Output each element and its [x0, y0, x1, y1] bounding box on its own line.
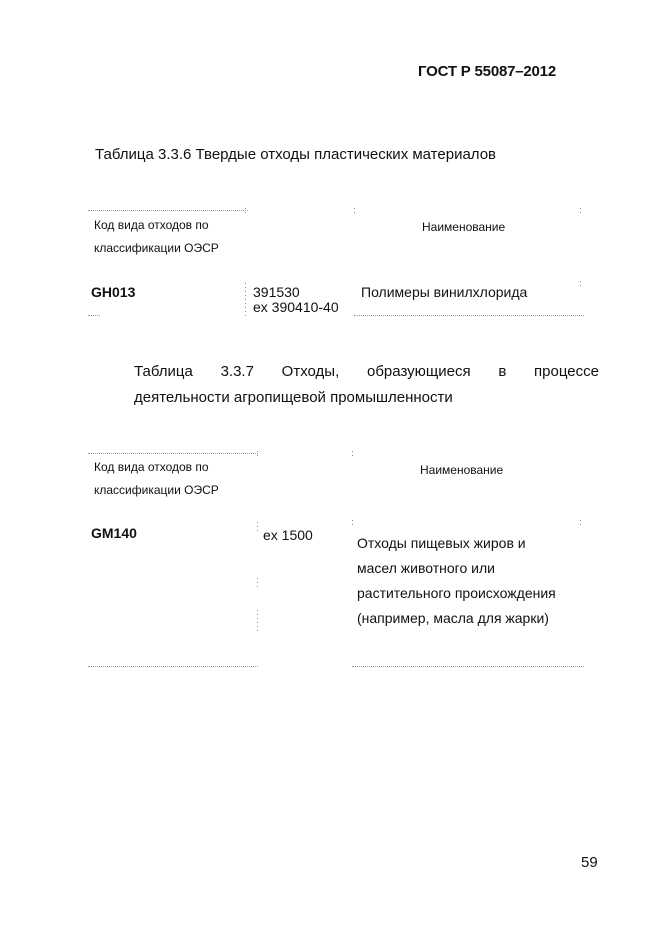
- page-number: 59: [581, 854, 598, 871]
- table-2-title-word: процессе: [534, 363, 599, 380]
- table-1-row-hs-code-1: 391530: [253, 284, 300, 300]
- table-1-col-divider-1: [245, 208, 246, 214]
- table-2-title-line-2: деятельности агропищевой промышленности: [134, 389, 453, 406]
- table-1-bottom-rule-left: [88, 315, 100, 316]
- table-2-title-word: образующиеся: [367, 363, 471, 380]
- table-1-row-hs-code-2: ex 390410-40: [253, 299, 339, 315]
- table-1-bottom-rule-right: [354, 315, 584, 316]
- table-2-row-hs-code: ex 1500: [263, 527, 313, 543]
- table-2-title-word: 3.3.7: [220, 363, 254, 380]
- table-1-header-code-line1: Код вида отходов по: [94, 218, 209, 232]
- table-2-row-name-line: растительного происхождения: [357, 585, 556, 601]
- table-2-header-name: Наименование: [420, 463, 504, 477]
- table-2-row-code: GM140: [91, 525, 137, 541]
- table-2-col-divider-1-lower: [257, 610, 258, 634]
- table-1-col-divider-2: [354, 208, 355, 214]
- table-2-col-divider-2: [352, 451, 353, 457]
- table-2-title-word: Таблица: [134, 363, 193, 380]
- table-2-col-divider-1-mid2: [257, 578, 258, 590]
- table-2-bottom-rule-left: [88, 666, 258, 667]
- table-1-row-code: GH013: [91, 284, 136, 300]
- document-standard-header: ГОСТ Р 55087–2012: [418, 63, 556, 80]
- table-2-top-rule: [88, 453, 258, 454]
- table-1-header-code-line2: классификации ОЭСР: [94, 241, 219, 255]
- table-2-row-name-line: масел животного или: [357, 560, 495, 576]
- table-2-header-code-line1: Код вида отходов по: [94, 460, 209, 474]
- table-2-title-word: Отходы,: [281, 363, 340, 380]
- table-2-title-line-1: [134, 363, 599, 380]
- table-2-row-name-line: Отходы пищевых жиров и: [357, 535, 526, 551]
- table-2-header-code-line2: классификации ОЭСР: [94, 483, 219, 497]
- table-1-right-edge-lower: [580, 281, 581, 289]
- table-2-col-divider-1-mid: [257, 522, 258, 532]
- table-2-title-word: в: [498, 363, 507, 380]
- table-1-header-name: Наименование: [422, 220, 506, 234]
- table-1-title: Таблица 3.3.6 Твердые отходы пластических материалов: [95, 146, 497, 163]
- table-1-col-divider-1-lower: [245, 283, 246, 317]
- table-2-bottom-rule-right: [352, 666, 584, 667]
- table-1-right-edge: [580, 208, 581, 216]
- table-1-top-rule: [88, 210, 248, 211]
- table-2-right-edge: [580, 520, 581, 528]
- table-2-row-name-line: (например, масла для жарки): [357, 610, 549, 626]
- table-2-col-divider-1: [257, 451, 258, 457]
- table-2-col-divider-2-mid: [352, 520, 353, 528]
- table-1-row-name: Полимеры винилхлорида: [361, 284, 528, 300]
